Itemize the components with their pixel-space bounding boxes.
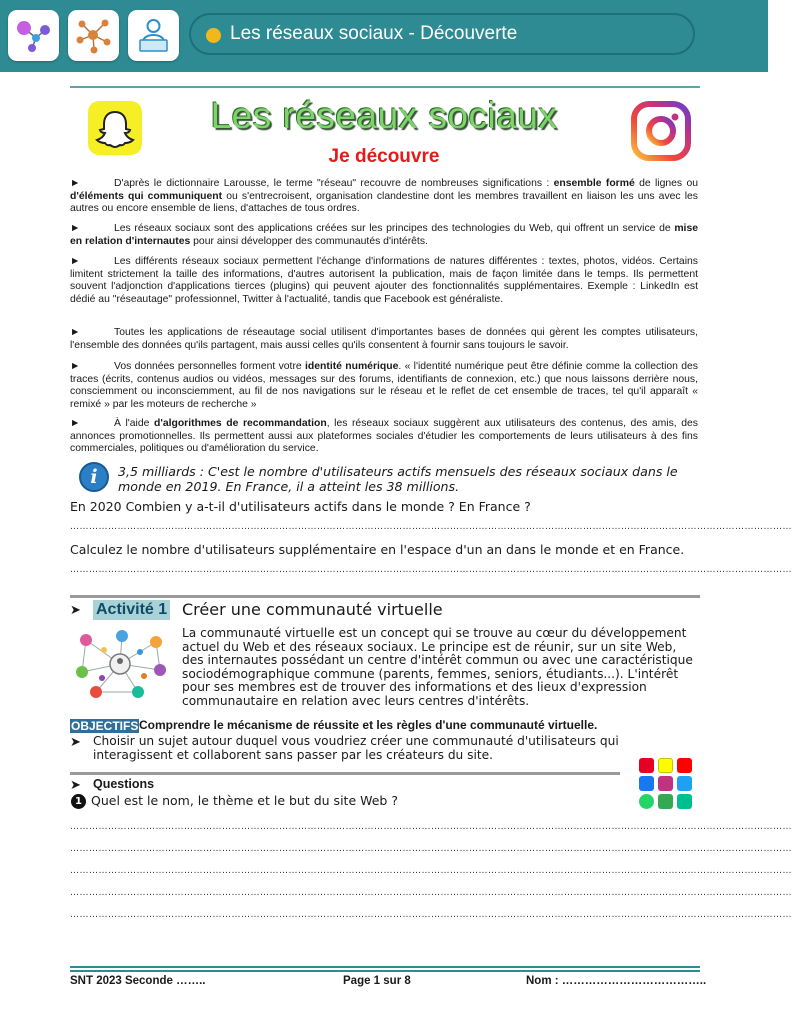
divider: [70, 86, 700, 88]
answer-line[interactable]: …………………………………………………………………………………………………………………………………………………………………………………………………………: [70, 822, 792, 832]
question-number-badge: 1: [71, 794, 86, 809]
footer-class: SNT 2023 Seconde ……..: [70, 975, 206, 987]
paragraph-applications: ► Les réseaux sociaux sont des applications créées sur les principes des technologies du Web, qui offrent un service de mise en relation d'internautes pour ainsi développer des communautés d'intérêts.: [70, 223, 698, 247]
divider: [70, 595, 700, 598]
question-additional-users: Calculez le nombre d'utilisateurs supplémentaire en l'espace d'un an dans le monde et en France.: [70, 542, 685, 557]
chevron-right-icon: ➤: [70, 778, 81, 793]
community-network-illustration: [72, 628, 168, 700]
paragraph-algorithms: ► À l'aide d'algorithmes de recommandation, les réseaux sociaux suggèrent aux utilisateurs des contenus, des amis, des annonces promotionnelles. Ils permettent aussi aux plateformes sociales d'étudier les comportements de leurs utilisateurs à des fins commerciales, politiques ou d'amélioration du service.: [70, 418, 698, 455]
info-icon: i: [79, 462, 109, 492]
question-users-2020: En 2020 Combien y a-t-il d'utilisateurs actifs dans le monde ? En France ?: [70, 499, 531, 514]
header-title: Les réseaux sociaux - Découverte: [230, 23, 518, 44]
twitter-icon: [677, 776, 692, 791]
objectifs-label: OBJECTIFS: [71, 719, 139, 733]
arrow-bullet: ►: [70, 256, 81, 267]
paragraph-databases: ► Toutes les applications de réseautage social utilisent d'importantes bases de données qui gèrent les comptes utilisateurs, l'ensemble des données qu'ils partagent, mais aussi celles qu'ils consentent à fournir sans toujours le savoir.: [70, 327, 698, 351]
chevron-right-icon: ➤: [70, 603, 81, 618]
answer-line[interactable]: …………………………………………………………………………………………………………………………………………………………………………………………………………: [70, 866, 792, 876]
facebook-icon: [639, 776, 654, 791]
arrow-bullet: ►: [70, 223, 81, 234]
header-bar: [0, 0, 768, 72]
user-computer-icon[interactable]: [128, 10, 179, 61]
arrow-bullet: ►: [70, 418, 81, 429]
header-title-pill: [189, 13, 695, 55]
paragraph-exchanges: ► Les différents réseaux sociaux permettent l'échange d'informations de natures différentes : textes, photos, vidéos. Certains limitent strictement la taille des informations, d'autres autorisent la publication, mais de façon limitée dans le temps. Ils permettent souvent l'adjonction d'applications tierces (plugins) qui peuvent ajouter des fonctionnalités supplémentaires. Exemple : LinkedIn est dédié au "réseautage" professionnel, Twitter à l'actualité, tandis que Facebook est généraliste.: [70, 256, 698, 305]
network-molecule-icon[interactable]: [8, 10, 59, 61]
answer-line[interactable]: …………………………………………………………………………………………………………………………………………………………………………………………………………: [70, 844, 792, 854]
paragraph-definition: ► D'après le dictionnaire Larousse, le terme "réseau" recouvre de nombreuses significations : ensemble formé de lignes ou d'éléments qui communiquent ou s'entrecroisent, organisation clandestine dont les membres travaillent en liaison les uns avec les autres ou encore ensemble de liens, d'attaches de tous ordres.: [70, 178, 699, 215]
info-text: 3,5 milliards : C'est le nombre d'utilisateurs actifs mensuels des réseaux sociaux dans le monde en 2019. En France, il a atteint les 38 millions.: [118, 464, 678, 494]
footer-divider: [70, 970, 700, 972]
divider: [70, 772, 620, 775]
answer-line[interactable]: …………………………………………………………………………………………………………………………………………………………………………………………………………: [70, 522, 792, 532]
objectifs-text: Comprendre le mécanisme de réussite et les règles d'une communauté virtuelle.: [139, 718, 598, 732]
social-icons-grid: [639, 758, 695, 810]
pinterest-icon: [639, 758, 654, 773]
paragraph-digital-identity: ► Vos données personnelles forment votre identité numérique. « l'identité numérique peut être définie comme la collection des traces (écrits, contenus audios ou vidéos, messages sur des forums, identifiants de connexion, etc.) que nous laissons derrière nous, consciemment ou inconsciemment, au fil de nos navigations sur le réseau et le reflet de cet ensemble de traces, tel qu'il apparaît « remixé » par les moteurs de recherche »: [70, 361, 698, 410]
vine-icon: [677, 794, 692, 809]
footer-name-field[interactable]: Nom : ………………………………..: [526, 975, 707, 987]
bullet-dot-icon: [206, 28, 221, 43]
questions-heading: Questions: [93, 777, 155, 791]
youtube-icon: [677, 758, 692, 773]
whatsapp-icon: [639, 794, 654, 809]
footer-divider: [70, 966, 700, 968]
footer-page-number: Page 1 sur 8: [343, 975, 411, 987]
answer-line[interactable]: …………………………………………………………………………………………………………………………………………………………………………………………………………: [70, 888, 792, 898]
arrow-bullet: ►: [70, 361, 81, 372]
question-site-name: Quel est le nom, le thème et le but du site Web ?: [91, 793, 398, 808]
snapchat-icon: [658, 758, 673, 773]
chevron-right-icon: ➤: [70, 735, 81, 750]
community-description: La communauté virtuelle est un concept qui se trouve au cœur du développement actuel du Web et des réseaux sociaux. Le principe est de réunir, sur un site Web, des internautes possédant un centre d'intérêt commun ou avec une caractéristique sociodémographique commune (parents, femmes, seniors, étudiants...). L'intérêt pour ses membres est de trouver des informations et des lieux d'expression communautaire en relation avec leurs centres d'intérêts.: [182, 626, 693, 708]
network-graph-icon[interactable]: [68, 10, 119, 61]
answer-line[interactable]: …………………………………………………………………………………………………………………………………………………………………………………………………………: [70, 565, 792, 575]
page-subtitle: Je découvre: [328, 146, 440, 167]
page-title: Les réseaux sociaux: [210, 95, 558, 136]
activity-title: Créer une communauté virtuelle: [182, 600, 443, 619]
arrow-bullet: ►: [70, 327, 81, 338]
arrow-bullet: ►: [70, 178, 81, 189]
activity-instruction: Choisir un sujet autour duquel vous voudriez créer une communauté d'utilisateurs qui interagissent et collaborent sans passer par les créateurs du site.: [93, 734, 619, 762]
activity-label: Activité 1: [93, 600, 170, 620]
answer-line[interactable]: …………………………………………………………………………………………………………………………………………………………………………………………………………: [70, 910, 792, 920]
instagram-icon: [658, 776, 673, 791]
maps-icon: [658, 794, 673, 809]
